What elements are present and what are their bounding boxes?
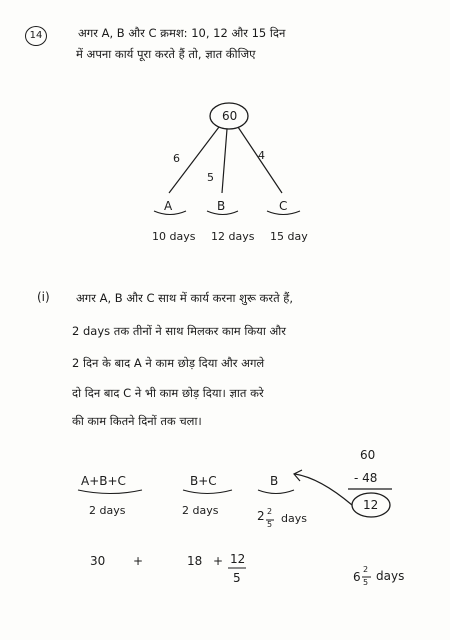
tree-root-label: 60: [222, 109, 238, 123]
question-line-1: अगर A, B और C साथ में कार्य करना शुरू करते हैं,: [76, 291, 294, 305]
tree-node-a: A: [164, 199, 173, 213]
tree-days-a: 10 days: [152, 230, 196, 243]
question-line-5: की काम कितने दिनों तक चला।: [72, 414, 202, 428]
group-3-label: B: [270, 474, 279, 488]
sum-term-c-den: 5: [233, 571, 241, 585]
sum-plus-1: +: [133, 554, 144, 568]
problem-line-2: में अपना कार्य पूरा करते हैं तो, ज्ञात कीजिए: [76, 47, 256, 61]
group-2-days: 2 days: [182, 504, 219, 517]
subtraction-result: 12: [363, 498, 379, 512]
question-line-2: 2 days तक तीनों ने साथ मिलकर काम किया और: [72, 324, 286, 338]
tree-node-c: C: [279, 199, 288, 213]
question-line-3: 2 दिन के बाद A ने काम छोड़ दिया और अगले: [72, 356, 265, 370]
sum-term-b: 18: [187, 554, 203, 568]
problem-number: 14: [25, 26, 47, 46]
tree-days-c: 15 day: [270, 230, 308, 243]
answer-unit: days: [376, 569, 405, 583]
group-underline-3: [258, 490, 294, 494]
tree-node-b: B: [217, 199, 226, 213]
sum-plus-2: +: [213, 554, 224, 568]
sum-term-a: 30: [90, 554, 106, 568]
group-3-days-den: 5: [267, 520, 273, 529]
group-underline-2: [183, 490, 232, 494]
answer-den: 5: [363, 578, 369, 587]
tree-days-b: 12 days: [211, 230, 255, 243]
arrow-curve: [295, 474, 352, 505]
answer-whole: 6: [353, 570, 361, 584]
question-number: (i): [37, 290, 50, 304]
tree-edge-label-b: 5: [207, 171, 214, 184]
question-line-4: दो दिन बाद C ने भी काम छोड़ दिया। ज्ञात करे: [72, 386, 264, 400]
group-3-days-num: 2: [267, 507, 273, 516]
subtraction-minus: - 48: [354, 471, 378, 485]
answer-num: 2: [363, 565, 369, 574]
tree-edge-label-c: 4: [258, 149, 265, 162]
tree-branch-b: [222, 129, 227, 193]
group-1-days: 2 days: [89, 504, 126, 517]
group-2-label: B+C: [190, 474, 217, 488]
group-underline-1: [78, 490, 142, 494]
group-3-days-whole: 2: [257, 509, 265, 523]
subtraction-top: 60: [360, 448, 376, 462]
group-3-days-unit: days: [281, 512, 307, 525]
tree-edge-label-a: 6: [173, 152, 180, 165]
sum-term-c-num: 12: [230, 552, 246, 566]
group-1-label: A+B+C: [81, 474, 126, 488]
problem-line-1: अगर A, B और C क्रमश: 10, 12 और 15 दिन: [78, 26, 286, 40]
